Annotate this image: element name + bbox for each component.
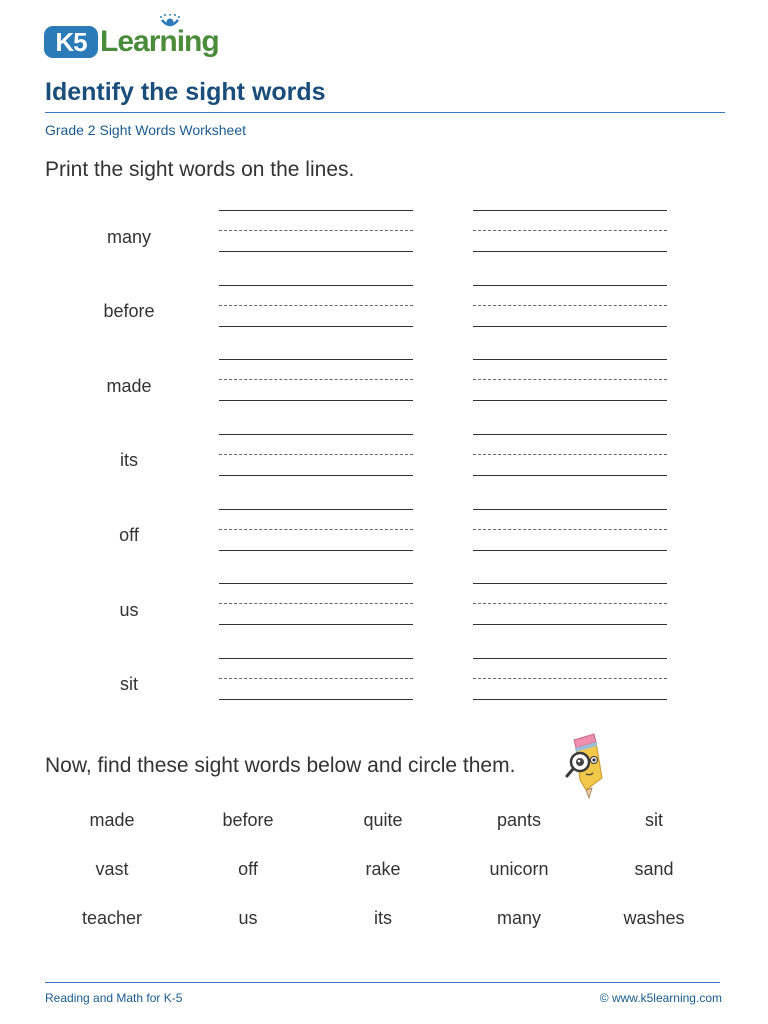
practice-word: many [106,227,151,247]
grid-word[interactable]: sit [645,810,663,830]
writing-lines[interactable] [473,434,667,476]
grid-word[interactable]: washes [623,908,685,928]
logo-badge: K5 [44,26,98,58]
circle-instruction: Now, find these sight words below and circle them. [45,754,516,777]
practice-word: off [119,525,139,545]
writing-lines[interactable] [473,359,667,401]
grid-word[interactable]: many [496,908,541,928]
writing-lines[interactable] [219,583,413,625]
pencil-magnifier-icon [562,730,612,800]
logo-figure-icon [156,14,186,38]
writing-lines[interactable] [473,210,667,252]
grid-word[interactable]: its [374,908,392,928]
k5-learning-logo [44,14,224,64]
writing-lines[interactable] [219,658,413,700]
grid-word[interactable]: pants [496,810,542,830]
page-title: Identify the sight words [45,78,326,106]
grid-word[interactable]: quite [363,810,403,830]
writing-lines[interactable] [473,658,667,700]
grid-word[interactable]: rake [365,859,401,879]
grid-word[interactable]: made [89,810,135,830]
grid-word[interactable]: teacher [81,908,143,928]
title-divider [45,112,725,113]
writing-lines[interactable] [473,509,667,551]
writing-lines[interactable] [219,434,413,476]
writing-lines[interactable] [219,359,413,401]
grid-word[interactable]: unicorn [489,859,549,879]
writing-lines[interactable] [219,210,413,252]
grid-word[interactable]: before [222,810,274,830]
practice-word: its [120,450,138,470]
writing-lines[interactable] [219,509,413,551]
print-instruction: Print the sight words on the lines. [45,158,355,181]
grid-word[interactable]: off [238,859,258,879]
footer-website-link[interactable]: © www.k5learning.com [599,991,722,1005]
writing-lines[interactable] [219,285,413,327]
worksheet-subtitle: Grade 2 Sight Words Worksheet [45,122,247,138]
logo-text: Learning [100,25,219,58]
grid-word[interactable]: us [238,908,258,928]
grid-word[interactable]: sand [634,859,674,879]
writing-lines[interactable] [473,583,667,625]
practice-word: sit [120,674,138,694]
footer-divider [45,982,720,983]
practice-word: us [119,600,139,620]
writing-lines[interactable] [473,285,667,327]
grid-word[interactable]: vast [95,859,129,879]
practice-word: made [106,376,152,396]
footer-tagline: Reading and Math for K-5 [45,991,183,1005]
practice-word: before [103,301,155,321]
